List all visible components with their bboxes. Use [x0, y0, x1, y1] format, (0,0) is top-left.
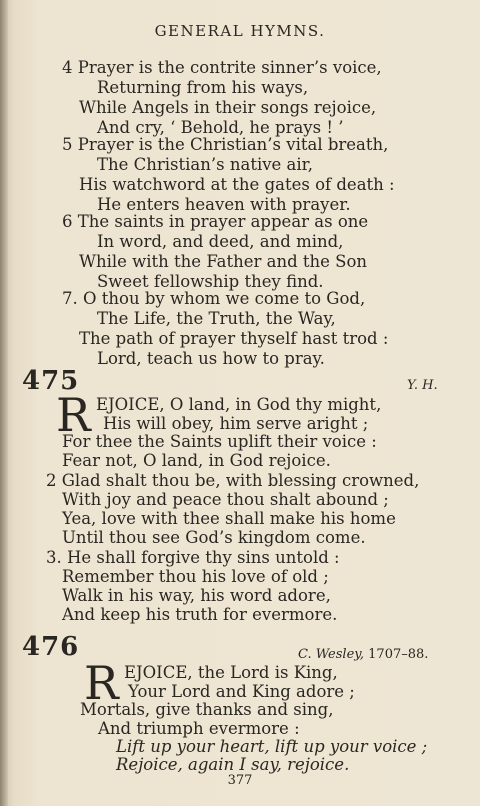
verse-line: The path of prayer thyself hast trod :	[79, 329, 389, 348]
drop-cap: R	[56, 388, 91, 442]
verse-line: Your Lord and King adore ;	[128, 682, 355, 701]
running-header: GENERAL HYMNS.	[154, 22, 326, 40]
verse-line: 5 Prayer is the Christian’s vital breath,	[62, 135, 389, 154]
verse-line: Lord, teach us how to pray.	[97, 349, 325, 368]
verse-line: 6 The saints in prayer appear as one	[62, 212, 369, 231]
verse-line: 4 Prayer is the contrite sinner’s voice,	[62, 58, 382, 77]
verse-line: Yea, love with thee shall make his home	[62, 509, 396, 528]
verse-line: While Angels in their songs rejoice,	[79, 98, 377, 117]
author-name: C. Wesley,	[298, 647, 365, 662]
verse-line: EJOICE, the Lord is King,	[124, 663, 338, 682]
verse-line: And triumph evermore :	[98, 719, 300, 738]
verse-line: In word, and deed, and mind,	[97, 232, 344, 251]
verse-line: For thee the Saints uplift their voice :	[62, 432, 377, 451]
page-number: 377	[227, 773, 253, 788]
hymn-number: 475	[22, 366, 80, 396]
verse-line: The Life, the Truth, the Way,	[97, 309, 336, 328]
verse-line: With joy and peace thou shalt abound ;	[62, 490, 389, 509]
verse-line: Sweet fellowship they find.	[97, 272, 324, 291]
verse-line: Mortals, give thanks and sing,	[80, 700, 334, 719]
verse-line: And keep his truth for evermore.	[62, 605, 338, 624]
verse-line: Remember thou his love of old ;	[62, 567, 329, 586]
verse-line: His will obey, him serve aright ;	[103, 414, 369, 433]
verse-line: His watchword at the gates of death :	[79, 175, 395, 194]
verse-line: Returning from his ways,	[97, 78, 309, 97]
author-dates: 1707–88.	[368, 647, 429, 662]
verse-line: 3. He shall forgive thy sins untold :	[46, 548, 340, 567]
page-spine-shadow	[0, 0, 8, 806]
hymn-number: 476	[22, 632, 80, 662]
verse-line: EJOICE, O land, in God thy might,	[96, 395, 382, 414]
verse-line: Walk in his way, his word adore,	[62, 586, 331, 605]
hymn-author: Y. H.	[407, 378, 438, 393]
verse-line: He enters heaven with prayer.	[97, 195, 351, 214]
verse-line: Until thou see God’s kingdom come.	[62, 528, 366, 547]
refrain-line: Rejoice, again I say, rejoice.	[116, 755, 350, 774]
refrain-line: Lift up your heart, lift up your voice ;	[116, 737, 428, 756]
verse-line: 2 Glad shalt thou be, with blessing crowned,	[46, 471, 420, 490]
drop-cap: R	[84, 656, 119, 710]
hymn-author	[298, 647, 428, 662]
verse-line: While with the Father and the Son	[79, 252, 368, 271]
verse-line: And cry, ‘ Behold, he prays ! ’	[97, 118, 344, 137]
verse-line: The Christian’s native air,	[97, 155, 313, 174]
verse-line: Fear not, O land, in God rejoice.	[62, 451, 331, 470]
verse-line: 7. O thou by whom we come to God,	[62, 289, 366, 308]
